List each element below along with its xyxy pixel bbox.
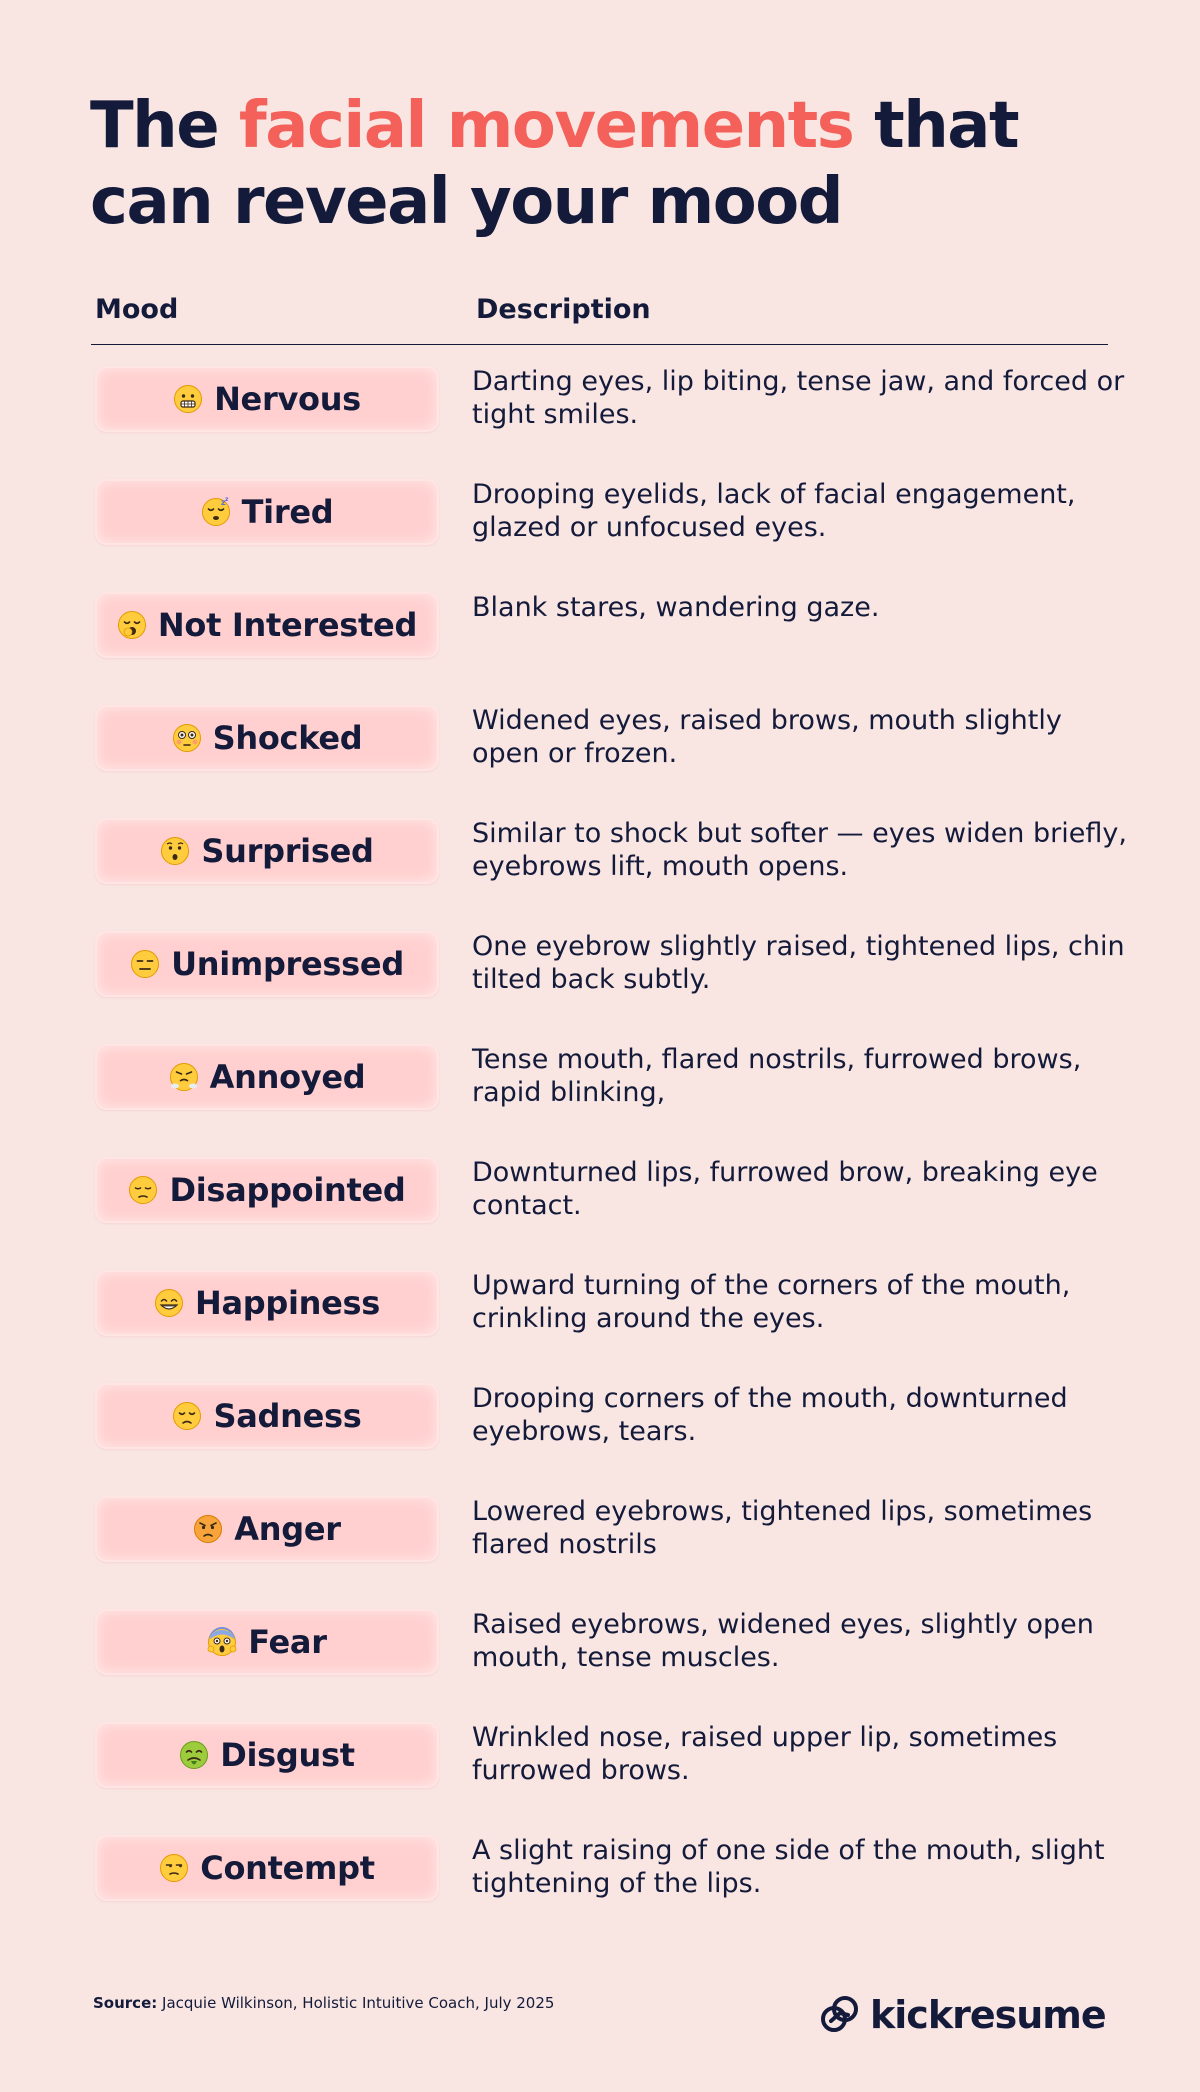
mood-label: Tired — [241, 493, 334, 531]
column-header-description: Description — [476, 294, 651, 325]
beaming-face-icon — [154, 1288, 184, 1318]
steam-from-nose-face-icon — [169, 1062, 199, 1092]
flushed-face-icon — [172, 723, 202, 753]
table-row — [0, 1606, 1200, 1686]
expressionless-face-icon — [130, 949, 160, 979]
brand-logo — [818, 1990, 1106, 2040]
mood-pill — [95, 479, 439, 545]
pensive-face-icon — [128, 1175, 158, 1205]
disappointed-face-icon — [172, 1401, 202, 1431]
mood-pill — [95, 1496, 439, 1562]
mood-pill — [95, 1270, 439, 1336]
title-part-1: The — [90, 89, 239, 163]
mood-label: Happiness — [194, 1284, 381, 1322]
kickresume-logo-icon — [818, 1993, 862, 2037]
source-label: Source: — [93, 1994, 158, 2012]
table-row — [0, 815, 1200, 895]
mood-label: Nervous — [214, 380, 361, 418]
svg-text:z: z — [224, 497, 229, 503]
mood-label: Disgust — [220, 1736, 355, 1774]
mood-pill — [95, 1383, 439, 1449]
mood-pill — [95, 1044, 439, 1110]
mood-pill — [95, 705, 439, 771]
table-row — [0, 363, 1200, 443]
mood-label: Sadness — [213, 1397, 362, 1435]
mood-pill — [95, 592, 439, 658]
mood-label: Shocked — [212, 719, 363, 757]
source-note — [93, 1994, 554, 2012]
table-row — [0, 1154, 1200, 1234]
grimacing-face-icon — [173, 384, 203, 414]
mood-label: Not Interested — [157, 606, 418, 644]
mood-description: Tense mouth, flared nostrils, furrowed brows, rapid blinking, — [472, 1044, 1082, 1108]
table-row — [0, 1041, 1200, 1121]
title-highlight: facial movements — [238, 89, 854, 163]
hushed-face-icon — [160, 836, 190, 866]
mood-pill — [95, 1609, 439, 1675]
title-part-2: that can reveal your mood — [90, 89, 1019, 239]
mood-pill — [95, 818, 439, 884]
brand-name: kickresume — [870, 1993, 1106, 2037]
yawning-face-icon — [117, 610, 147, 640]
table-row — [0, 1719, 1200, 1799]
mood-description: Blank stares, wandering gaze. — [472, 592, 880, 623]
mood-pill — [95, 366, 439, 432]
mood-pill — [95, 931, 439, 997]
screaming-face-icon — [207, 1627, 237, 1657]
mood-description: Wrinkled nose, raised upper lip, sometimes furrowed brows. — [472, 1722, 1058, 1786]
mood-description: Lowered eyebrows, tightened lips, sometimes flared nostrils — [472, 1496, 1093, 1560]
mood-label: Fear — [248, 1623, 327, 1661]
sleeping-face-icon — [201, 497, 231, 527]
table-row — [0, 1493, 1200, 1573]
mood-description: Drooping corners of the mouth, downturned eyebrows, tears. — [472, 1383, 1068, 1447]
table-row — [0, 589, 1200, 669]
mood-label: Disappointed — [169, 1171, 406, 1209]
source-text: Jacquie Wilkinson, Holistic Intuitive Coach, July 2025 — [157, 1994, 555, 2012]
mood-label: Annoyed — [209, 1058, 366, 1096]
mood-description: One eyebrow slightly raised, tightened lips, chin tilted back subtly. — [472, 931, 1125, 995]
table-row — [0, 1267, 1200, 1347]
mood-description: Drooping eyelids, lack of facial engagement, glazed or unfocused eyes. — [472, 479, 1076, 543]
svg-text:z: z — [220, 498, 226, 507]
mood-pill — [95, 1835, 439, 1901]
column-header-mood: Mood — [95, 294, 179, 325]
table-row — [0, 928, 1200, 1008]
mood-description: A slight raising of one side of the mouth, slight tightening of the lips. — [472, 1835, 1105, 1899]
nauseated-face-icon — [179, 1740, 209, 1770]
mood-description: Downturned lips, furrowed brow, breaking eye contact. — [472, 1157, 1098, 1221]
header-divider — [91, 344, 1108, 345]
mood-label: Anger — [234, 1510, 341, 1548]
table-row — [0, 702, 1200, 782]
table-row — [0, 1832, 1200, 1912]
table-row — [0, 1380, 1200, 1460]
mood-description: Widened eyes, raised brows, mouth slightly open or frozen. — [472, 705, 1062, 769]
mood-pill — [95, 1722, 439, 1788]
angry-face-icon — [193, 1514, 223, 1544]
table-row — [0, 476, 1200, 556]
mood-label: Surprised — [201, 832, 374, 870]
mood-label: Unimpressed — [171, 945, 404, 983]
mood-description: Darting eyes, lip biting, tense jaw, and forced or tight smiles. — [472, 366, 1125, 430]
unamused-face-icon — [159, 1853, 189, 1883]
mood-description: Similar to shock but softer — eyes widen briefly, eyebrows lift, mouth opens. — [472, 818, 1127, 882]
page-title — [90, 88, 1130, 240]
mood-pill — [95, 1157, 439, 1223]
mood-description: Upward turning of the corners of the mouth, crinkling around the eyes. — [472, 1270, 1071, 1334]
mood-description: Raised eyebrows, widened eyes, slightly open mouth, tense muscles. — [472, 1609, 1094, 1673]
mood-label: Contempt — [200, 1849, 375, 1887]
